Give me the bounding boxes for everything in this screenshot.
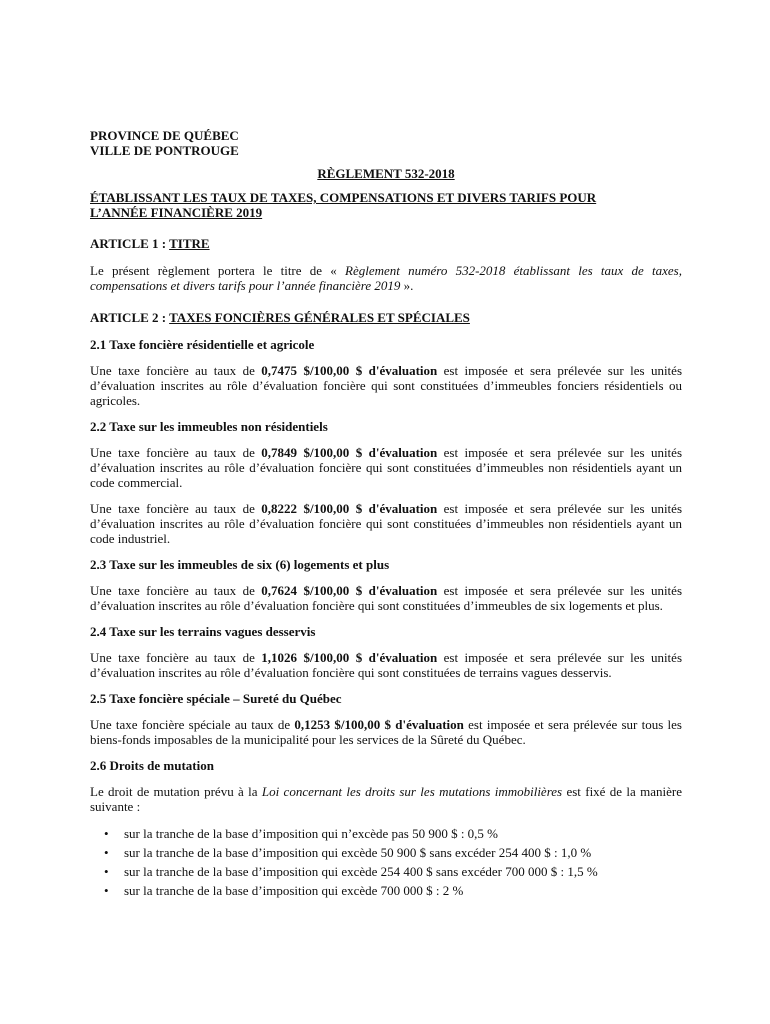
section-2-5-title: 2.5 Taxe foncière spéciale – Sureté du Québec: [90, 691, 342, 706]
list-item: [90, 824, 682, 843]
list-item: [90, 881, 682, 900]
paragraph-lead: Le droit de mutation prévu à la: [90, 784, 262, 799]
paragraph-lead: Une taxe foncière au taux de: [90, 650, 262, 665]
bullet-icon: •: [104, 883, 109, 898]
bracket-text: sur la tranche de la base d’imposition qui excède 700 000 $ : 2 %: [124, 883, 464, 898]
section-2-2-paragraph-1: [90, 445, 682, 490]
tax-rate: 0,7624 $/100,00 $ d'évaluation: [261, 583, 438, 598]
reglement-title-line2: L’ANNÉE FINANCIÈRE 2019: [90, 205, 263, 220]
ville-line: VILLE DE PONTROUGE: [90, 143, 239, 158]
article-2-heading: [90, 310, 682, 325]
tax-rate: 0,7475 $/100,00 $ d'évaluation: [261, 363, 438, 378]
paragraph-rest: est imposée et sera prélevée sur les unités d’évaluation inscrites au rôle d’évaluation foncière qui sont constituées d’immeubles fonciers résidentiels ou agricoles.: [90, 363, 682, 408]
list-item: [90, 862, 682, 881]
law-title: Loi concernant les droits sur les mutations immobilières: [261, 784, 563, 799]
bracket-text: sur la tranche de la base d’imposition qui excède 254 400 $ sans excéder 700 000 $ : 1,5 %: [124, 864, 598, 879]
section-2-2-title: 2.2 Taxe sur les immeubles non résidentiels: [90, 419, 328, 434]
section-2-3-paragraph: [90, 583, 682, 613]
section-2-1-title: 2.1 Taxe foncière résidentielle et agricole: [90, 337, 315, 352]
paragraph-rest: est imposée et sera prélevée sur les unités d’évaluation inscrites au rôle d’évaluation foncière qui sont constituées d’immeubles non résidentiels ayant un code commercial.: [90, 445, 682, 490]
province-line: PROVINCE DE QUÉBEC: [90, 128, 239, 143]
reglement-title-line1: ÉTABLISSANT LES TAUX DE TAXES, COMPENSATIONS ET DIVERS TARIFS POUR: [90, 190, 597, 205]
paragraph-rest: est imposée et sera prélevée sur les unités d’évaluation inscrites au rôle d’évaluation foncière qui sont constituées de terrains vagues desservis.: [90, 650, 682, 680]
bracket-text: sur la tranche de la base d’imposition qui n’excède pas 50 900 $ : 0,5 %: [124, 826, 499, 841]
tax-rate: 0,8222 $/100,00 $ d'évaluation: [261, 501, 438, 516]
article-1-text-lead: Le présent règlement portera le titre de «: [90, 263, 346, 278]
section-2-3-title: 2.3 Taxe sur les immeubles de six (6) logements et plus: [90, 557, 390, 572]
tax-rate: 0,1253 $/100,00 $ d'évaluation: [294, 717, 464, 732]
bullet-icon: •: [104, 845, 109, 860]
section-2-1-paragraph: [90, 363, 682, 408]
reglement-title: [90, 190, 682, 220]
article-1-heading: [90, 236, 682, 251]
paragraph-rest: est imposée et sera prélevée sur les unités d’évaluation inscrites au rôle d’évaluation foncière qui sont constituées d’immeubles de six logements et plus.: [90, 583, 682, 613]
article-1-title: TITRE: [169, 236, 210, 251]
paragraph-lead: Une taxe foncière spéciale au taux de: [90, 717, 295, 732]
tax-rate: 0,7849 $/100,00 $ d'évaluation: [261, 445, 438, 460]
paragraph-rest: est imposée et sera prélevée sur les unités d’évaluation inscrites au rôle d’évaluation foncière qui sont constituées d’immeubles non résidentiels ayant un code industriel.: [90, 501, 682, 546]
section-2-6-title: 2.6 Droits de mutation: [90, 758, 214, 773]
paragraph-lead: Une taxe foncière au taux de: [90, 363, 262, 378]
paragraph-lead: Une taxe foncière au taux de: [90, 583, 262, 598]
article-2-prefix: ARTICLE 2 :: [90, 310, 170, 325]
paragraph-rest: est fixé de la manière suivante :: [90, 784, 682, 814]
tax-rate: 1,1026 $/100,00 $ d'évaluation: [261, 650, 438, 665]
section-2-4-title: 2.4 Taxe sur les terrains vagues desservis: [90, 624, 316, 639]
section-2-4-paragraph: [90, 650, 682, 680]
paragraph-lead: Une taxe foncière au taux de: [90, 445, 262, 460]
article-2-title: TAXES FONCIÈRES GÉNÉRALES ET SPÉCIALES: [169, 310, 470, 325]
mutation-brackets-list: [90, 824, 682, 900]
section-2-2-paragraph-2: [90, 501, 682, 546]
paragraph-rest: est imposée et sera prélevée sur tous les biens-fonds imposables de la municipalité pour les services de la Sûreté du Québec.: [90, 717, 682, 747]
bracket-text: sur la tranche de la base d’imposition qui excède 50 900 $ sans excéder 254 400 $ : 1,0 %: [124, 845, 592, 860]
article-1-text: [90, 263, 682, 293]
article-1-text-italic: Règlement numéro 532-2018 établissant les taux de taxes, compensations et divers tarifs pour l’année financière 2019: [90, 263, 682, 293]
reglement-number: RÈGLEMENT 532-2018: [317, 166, 455, 181]
document-page: [90, 128, 682, 900]
section-2-6-paragraph: [90, 784, 682, 814]
list-item: [90, 843, 682, 862]
article-1-text-end: ».: [400, 278, 414, 293]
bullet-icon: •: [104, 864, 109, 879]
bullet-icon: •: [104, 826, 109, 841]
paragraph-lead: Une taxe foncière au taux de: [90, 501, 262, 516]
section-2-5-paragraph: [90, 717, 682, 747]
article-1-prefix: ARTICLE 1 :: [90, 236, 170, 251]
